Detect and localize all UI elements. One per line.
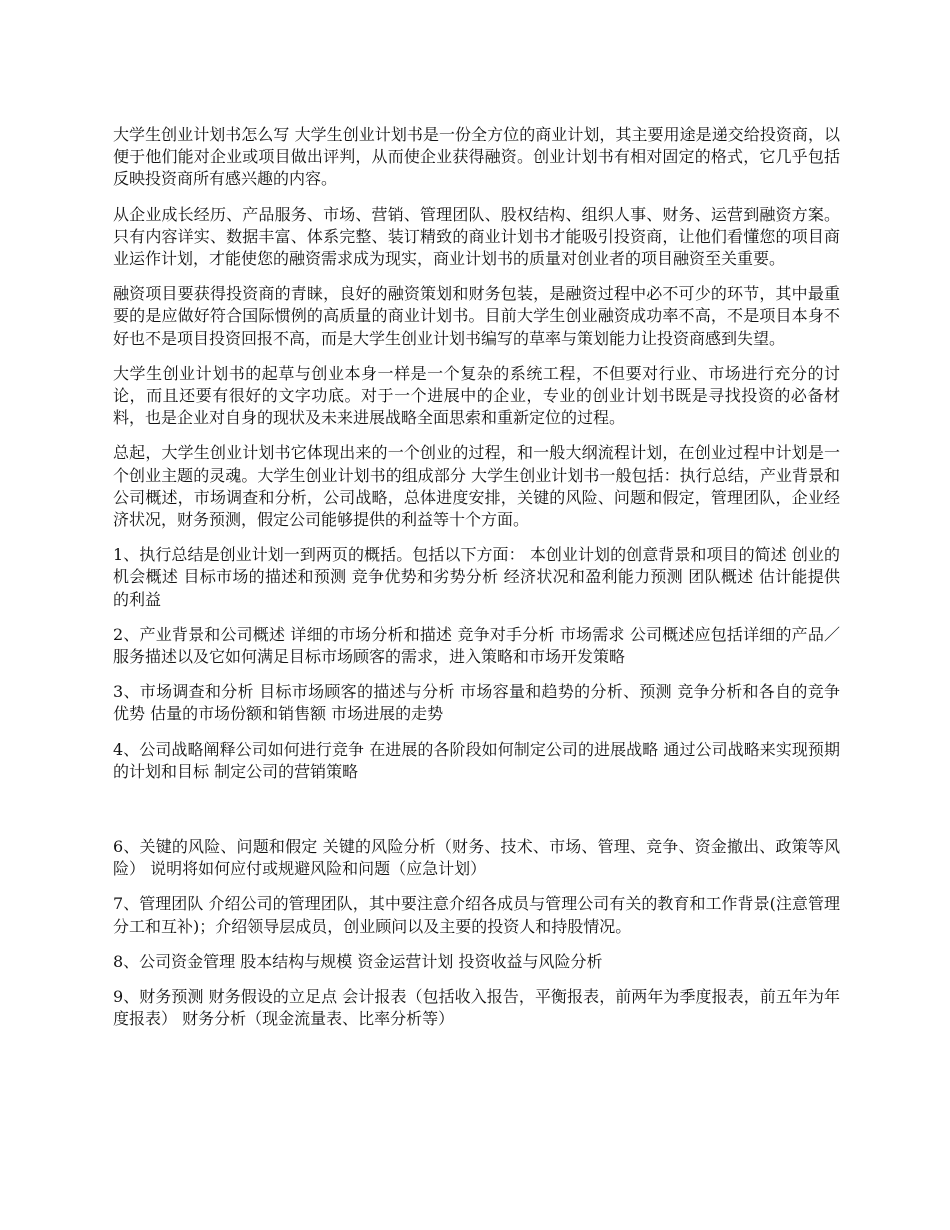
list-item-key-risks: 6、关键的风险、问题和假定 关键的风险分析（财务、技术、市场、管理、竞争、资金撤出、政策等风险） 说明将如何应付或规避风险和问题（应急计划）	[113, 837, 840, 879]
paragraph-drafting: 大学生创业计划书的起草与创业本身一样是一个复杂的系统工程，不但要对行业、市场进行充分的讨论，而且还要有很好的文字功底。对于一个进展中的企业，专业的创业计划书既是寻找投资的必备材料，也是企业对自身的现状及未来进展战略全面思索和重新定位的过程。	[113, 363, 840, 428]
list-item-management-team: 7、管理团队 介绍公司的管理团队，其中要注意介绍各成员与管理公司有关的教育和工作背景(注意管理分工和互补)；介绍领导层成员，创业顾问以及主要的投资人和持股情况。	[113, 894, 840, 936]
list-item-industry-background: 2、产业背景和公司概述 详细的市场分析和描述 竞争对手分析 市场需求 公司概述应包括详细的产品／服务描述以及它如何满足目标市场顾客的需求，进入策略和市场开发策略	[113, 624, 840, 667]
document-body	[113, 124, 840, 1044]
paragraph-financing: 融资项目要获得投资商的青睐，良好的融资策划和财务包装，是融资过程中必不可少的环节，其中最重要的是应做好符合国际惯例的高质量的商业计划书。目前大学生创业融资成功率不高，不是项目本身不好也不是项目投资回报不高，而是大学生创业计划书编写的草率与策划能力让投资商感到失望。	[113, 284, 840, 348]
paragraph-intro: 大学生创业计划书怎么写 大学生创业计划书是一份全方位的商业计划，其主要用途是递交给投资商，以便于他们能对企业或项目做出评判，从而使企业获得融资。创业计划书有相对固定的格式，它几乎包括反映投资商所有感兴趣的内容。	[113, 125, 840, 189]
list-item-capital-management: 8、公司资金管理 股本结构与规模 资金运营计划 投资收益与风险分析	[113, 951, 603, 971]
list-item-financial-forecast: 9、财务预测 财务假设的立足点 会计报表（包括收入报告，平衡报表，前两年为季度报表，前五年为年度报表） 财务分析（现金流量表、比率分析等）	[113, 987, 840, 1029]
list-item-executive-summary: 1、执行总结是创业计划一到两页的概括。包括以下方面： 本创业计划的创意背景和项目的简述 创业的机会概述 目标市场的描述和预测 竞争优势和劣势分析 经济状况和盈利能力预测 团队概述 估计能提供的利益	[113, 545, 840, 609]
list-item-market-research: 3、市场调查和分析 目标市场顾客的描述与分析 市场容量和趋势的分析、预测 竞争分析和各自的竞争优势 估量的市场份额和销售额 市场进展的走势	[113, 682, 840, 724]
blank-gap	[113, 796, 840, 836]
list-item-company-strategy: 4、公司战略阐释公司如何进行竞争 在进展的各阶段如何制定公司的进展战略 通过公司战略来实现预期的计划和目标 制定公司的营销策略	[113, 739, 840, 781]
paragraph-summary: 总起，大学生创业计划书它体现出来的一个创业的过程，和一般大纲流程计划，在创业过程中计划是一个创业主题的灵魂。大学生创业计划书的组成部分 大学生创业计划书一般包括：执行总结，产业背景和公司概述，市场调查和分析，公司战略，总体进度安排，关键的风险、问题和假定，管理团队，企业经济状况，财务预测，假定公司能够提供的利益等十个方面。	[113, 443, 840, 530]
paragraph-content-scope: 从企业成长经历、产品服务、市场、营销、管理团队、股权结构、组织人事、财务、运营到融资方案。只有内容详实、数据丰富、体系完整、装订精致的商业计划书才能吸引投资商，让他们看懂您的项目商业运作计划，才能使您的融资需求成为现实，商业计划书的质量对创业者的项目融资至关重要。	[113, 204, 840, 269]
